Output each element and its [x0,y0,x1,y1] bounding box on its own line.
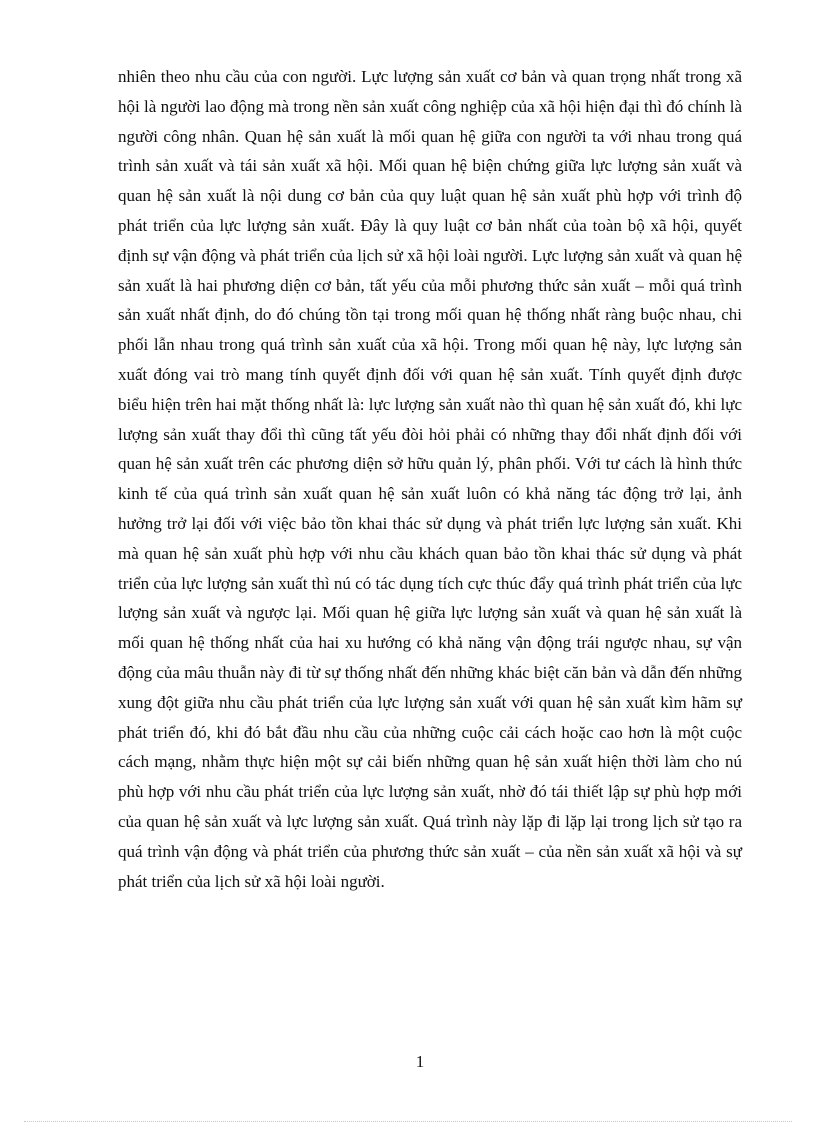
page-number: 1 [415,1052,425,1071]
body-paragraph: nhiên theo nhu cầu của con người. Lực lượng sản xuất cơ bản và quan trọng nhất trong xã hội là người lao động mà trong nền sản xuất công nghiệp của xã hội hiện đại thì đó chính là người công nhân. Quan hệ sản xuất là mối quan hệ giữa con người ta với nhau trong quá trình sản xuất và tái sản xuất xã hội. Mối quan hệ biện chứng giữa lực lượng sản xuất và quan hệ sản xuất là nội dung cơ bản của quy luật quan hệ sản xuất phù hợp với trình độ phát triển của lực lượng sản xuất. Đây là quy luật cơ bản nhất của toàn bộ xã hội, quyết định sự vận động và phát triển của lịch sử xã hội loài người. Lực lượng sản xuất và quan hệ sản xuất là hai phương diện cơ bản, tất yếu của mỗi phương thức sản xuất – mỗi quá trình sản xuất nhất định, do đó chúng tồn tại trong mối quan hệ thống nhất ràng buộc nhau, chi phối lẫn nhau trong quá trình sản xuất của xã hội. Trong mối quan hệ này, lực lượng sản xuất đóng vai trò mang tính quyết định đối với quan hệ sản xuất. Tính quyết định được biểu hiện trên hai mặt thống nhất là: lực lượng sản xuất nào thì quan hệ sản xuất đó, khi lực lượng sản xuất thay đổi thì cũng tất yếu đòi hỏi phải có những thay đổi nhất định đối với quan hệ sản xuất trên các phương diện sở hữu quản lý, phân phối. Với tư cách là hình thức kinh tế của quá trình sản xuất quan hệ sản xuất luôn có khả năng tác động trở lại, ảnh hưởng trở lại đối với việc bảo tồn khai thác sử dụng và phát triển lực lượng sản xuất. Khi mà quan hệ sản xuất phù hợp với nhu cầu khách quan bảo tồn khai thác sử dụng và phát triển của lực lượng sản xuất thì nú có tác dụng tích cực thúc đẩy quá trình phát triển của lực lượng sản xuất và ngược lại. Mối quan hệ giữa lực lượng sản xuất và quan hệ sản xuất là mối quan hệ thống nhất của hai xu hướng có khả năng vận động trái ngược nhau, sự vận động của mâu thuẫn này đi từ sự thống nhất đến những khác biệt căn bản và dẫn đến những xung đột giữa nhu cầu phát triển của lực lượng sản xuất với quan hệ sản xuất kìm hãm sự phát triển đó, khi đó bắt đầu nhu cầu của những cuộc cải cách hoặc cao hơn là một cuộc cách mạng, nhằm thực hiện một sự cải biến những quan hệ sản xuất hiện thời làm cho nú phù hợp với nhu cầu phát triển của lực lượng sản xuất, nhờ đó tái thiết lập sự phù hợp mới của quan hệ sản xuất và lực lượng sản xuất. Quá trình này lặp đi lặp lại trong lịch sử tạo ra quá trình vận động và phát triển của phương thức sản xuất – của nền sản xuất xã hội và sự phát triển của lịch sử xã hội loài người. [118,67,742,891]
page-bottom-divider [24,1121,792,1122]
